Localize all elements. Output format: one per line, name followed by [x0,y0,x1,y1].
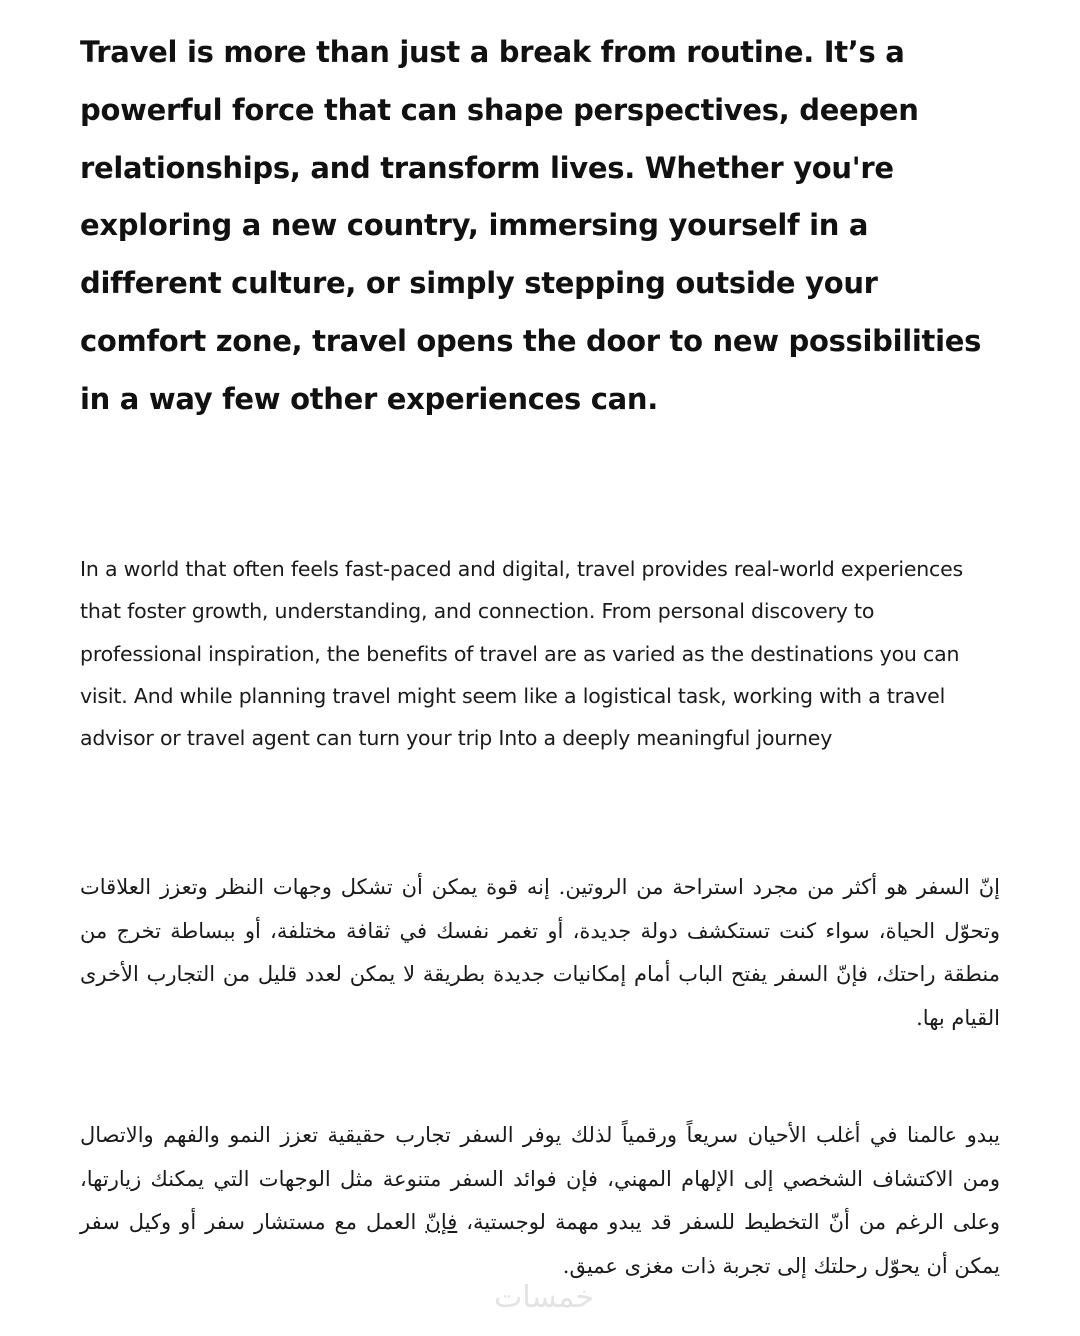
arabic-paragraph-2 [80,1114,1000,1288]
intro-paragraph: In a world that often feels fast-paced and digital, travel provides real-world experiences that foster growth, understanding, and connection. From personal discovery to professional inspiration, the benefits of travel are as varied as the destinations you can visit. And while planning travel might seem like a logistical task, working with a travel advisor or travel agent can turn your trip Into a deeply meaningful journey [80,557,964,751]
headline-paragraph: Travel is more than just a break from routine. It’s a powerful force that can shape perspectives, deepen relationships, and transform lives. Whether you're exploring a new country, immersing yourself in a different culture, or simply stepping outside your comfort zone, travel opens the door to new possibilities in a way few other experiences can. [80,35,982,416]
arabic-paragraph-1: إنّ السفر هو أكثر من مجرد استراحة من الروتين. إنه قوة يمكن أن تشكل وجهات النظر وتعزز العلاقات وتحوّل الحياة، سواء كنت تستكشف دولة جديدة، أو تغمر نفسك في ثقافة مختلفة، أو ببساطة تخرج من منطقة راحتك، فإنّ السفر يفتح الباب أمام إمكانيات جديدة بطريقة لا يمكن لعدد قليل من التجارب الأخرى القيام بها. [80,875,1000,1030]
arabic-underlined-word: فإنّ [425,1210,458,1234]
watermark-logo: خمسات [493,1280,595,1315]
arabic-paragraph-2-end: العمل مع مستشار سفر أو وكيل سفر يمكن أن يحوّل رحلتك إلى تجربة ذات مغزى عميق. [80,1210,1000,1278]
arabic-paragraph-2-start: يبدو عالمنا في أغلب الأحيان سريعاً ورقمياً لذلك يوفر السفر تجارب حقيقية تعزز النمو والفهم والاتصال ومن الاكتشاف الشخصي إلى الإلهام المهني، فإن فوائد السفر متنوعة مثل الوجهات التي يمكنك زيارتها، وعلى الرغم من أنّ التخطيط للسفر قد يبدو مهمة لوجستية، [80,1123,1001,1234]
